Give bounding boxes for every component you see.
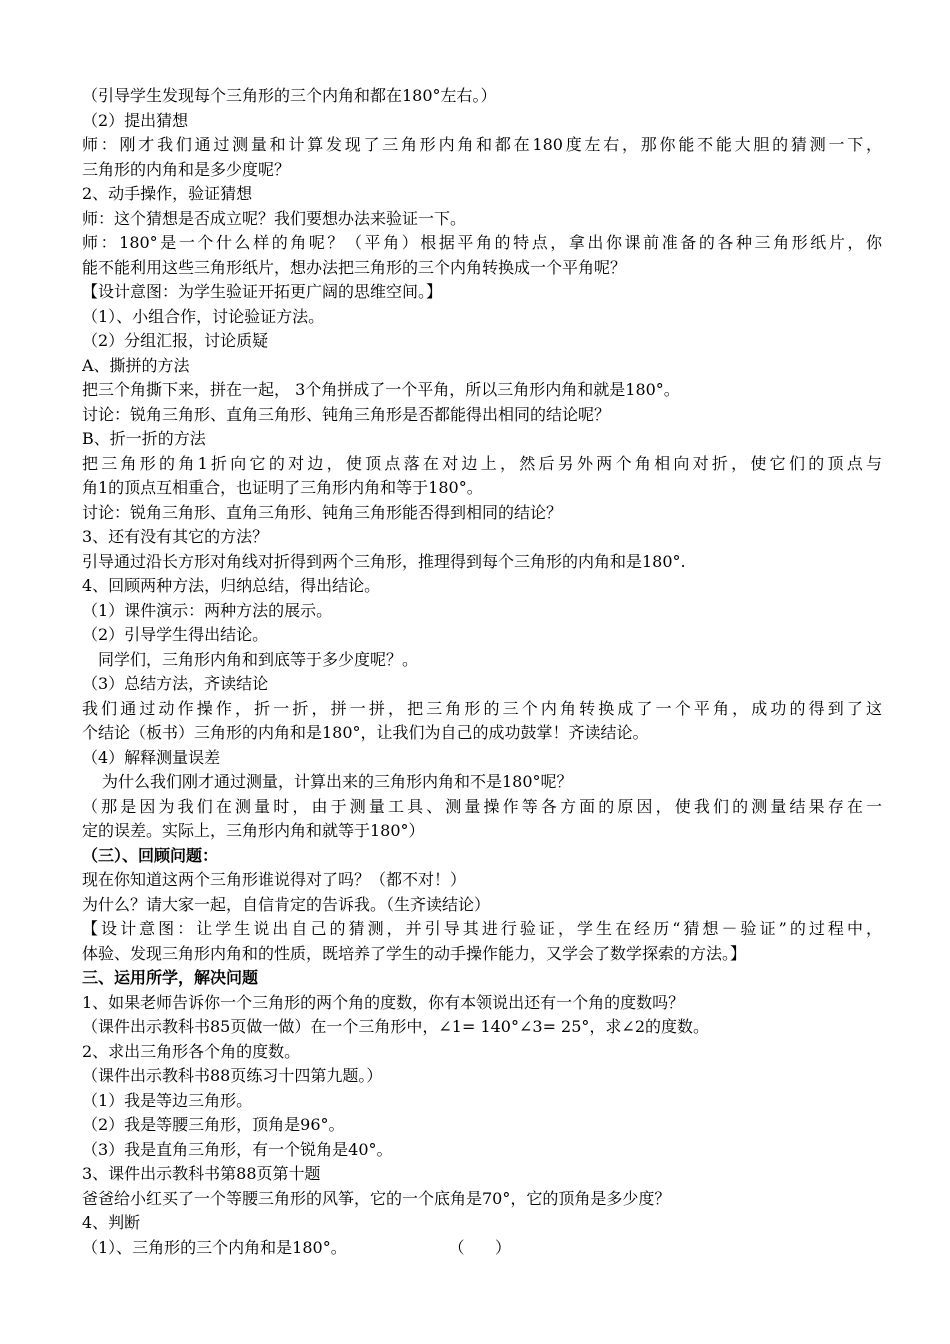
design-intent-note: 【设计意图：为学生验证开拓更广阔的思维空间。】: [82, 282, 443, 301]
text-line: （课件出示教科书88页练习十四第九题。）: [82, 1066, 383, 1085]
text-line: 为什么我们刚才通过测量，计算出来的三角形内角和不是180°呢？: [102, 772, 573, 791]
section-heading: 4、判断: [82, 1213, 141, 1232]
text-line: （2）分组汇报，讨论质疑: [82, 331, 269, 350]
text-line: （1）我是等边三角形。: [82, 1090, 253, 1110]
text-line: 爸爸给小红买了一个等腰三角形的风筝，它的一个底角是70°，它的顶角是多少度？: [82, 1188, 671, 1208]
method-heading: A、撕拼的方法: [82, 355, 190, 375]
text-line: 个结论（板书）三角形的内角和是180°，让我们为自己的成功鼓掌！齐读结论。: [82, 723, 649, 742]
section-heading: 2、动手操作，验证猜想: [82, 184, 253, 203]
text-line: 我们通过动作操作，折一折，拼一拼，把三角形的三个内角转换成了一个平角，成功的得到了这: [82, 698, 882, 718]
design-intent-note: 【设计意图：让学生说出自己的猜测，并引导其进行验证，学生在经历“猜想－验证”的过程中，: [82, 919, 882, 938]
text-line: （3）总结方法，齐读结论: [82, 674, 269, 693]
design-intent-note: 体验、发现三角形内角和的性质，既培养了学生的动手操作能力，又学会了数学探索的方法。】: [82, 943, 747, 963]
text-line: 现在你知道这两个三角形谁说得对了吗？（都不对！）: [82, 870, 467, 889]
text-line: 师：刚才我们通过测量和计算发现了三角形内角和都在180度左右，那你能不能大胆的猜测一下，: [82, 135, 882, 154]
text-line: （课件出示教科书85页做一做）在一个三角形中，∠1= 140°∠3= 25°，求∠2的度数。: [82, 1017, 710, 1036]
text-line: （1）课件演示：两种方法的展示。: [82, 600, 333, 620]
text-line: 1、如果老师告诉你一个三角形的两个角的度数，你有本领说出还有一个角的度数吗？: [82, 992, 685, 1012]
text-line: （2）引导学生得出结论。: [82, 625, 269, 644]
text-line: 定的误差。实际上，三角形内角和就等于180°）: [82, 821, 425, 840]
text-line: （那是因为我们在测量时，由于测量工具、测量操作等各方面的原因，使我们的测量结果存在一: [82, 796, 882, 816]
text-line: （4）解释测量误差: [82, 747, 221, 767]
text-line: （1）、小组合作，讨论验证方法。: [82, 306, 325, 326]
text-line: 角1的顶点互相重合，也证明了三角形内角和等于180°。: [82, 478, 483, 497]
method-heading: B、折一折的方法: [82, 429, 206, 448]
section-heading: 4、回顾两种方法，归纳总结，得出结论。: [82, 576, 381, 595]
text-line: （2）我是等腰三角形，顶角是96°。: [82, 1115, 345, 1134]
text-line: 讨论：锐角三角形、直角三角形、钝角三角形是否都能得出相同的结论呢？: [82, 404, 611, 424]
section-heading: 3、课件出示教科书第88页第十题: [82, 1164, 321, 1183]
text-line: 讨论：锐角三角形、直角三角形、钝角三角形能否得到相同的结论？: [82, 502, 563, 522]
text-line: 师：这个猜想是否成立呢？我们要想办法来验证一下。: [82, 208, 467, 228]
section-heading: 2、求出三角形各个角的度数。: [82, 1041, 301, 1061]
section-heading-bold: （三）、回顾问题：: [82, 845, 219, 865]
text-line: （3）我是直角三角形，有一个锐角是40°。: [82, 1139, 393, 1159]
section-heading: 3、还有没有其它的方法？: [82, 527, 269, 546]
text-line: 三角形的内角和是多少度呢？: [82, 159, 291, 179]
text-line: 把三个角撕下来，拼在一起， 3个角拼成了一个平角，所以三角形内角和就是180°。: [82, 380, 680, 399]
text-line: （引导学生发现每个三角形的三个内角和都在180°左右。）: [82, 86, 497, 105]
text-line: 师：180°是一个什么样的角呢？（平角）根据平角的特点，拿出你课前准备的各种三角形纸片，你: [82, 233, 882, 252]
text-line: 把三角形的角1折向它的对边，使顶点落在对边上，然后另外两个角相向对折，使它们的顶点与: [82, 453, 882, 473]
text-line: （2）提出猜想: [82, 110, 189, 130]
text-line: 为什么？请大家一起，自信肯定的告诉我。（生齐读结论）: [82, 894, 491, 914]
document-page: [82, 84, 882, 1260]
text-line: 同学们，三角形内角和到底等于多少度呢？。: [98, 649, 419, 669]
text-line: 引导通过沿长方形对角线对折得到两个三角形，推理得到每个三角形的内角和是180°.: [82, 551, 686, 571]
text-line: （1）、三角形的三个内角和是180°。 （ ）: [82, 1237, 511, 1257]
section-heading-bold: 三、运用所学，解决问题: [82, 968, 259, 987]
text-line: 能不能利用这些三角形纸片，想办法把三角形的三个内角转换成一个平角呢？: [82, 257, 627, 277]
